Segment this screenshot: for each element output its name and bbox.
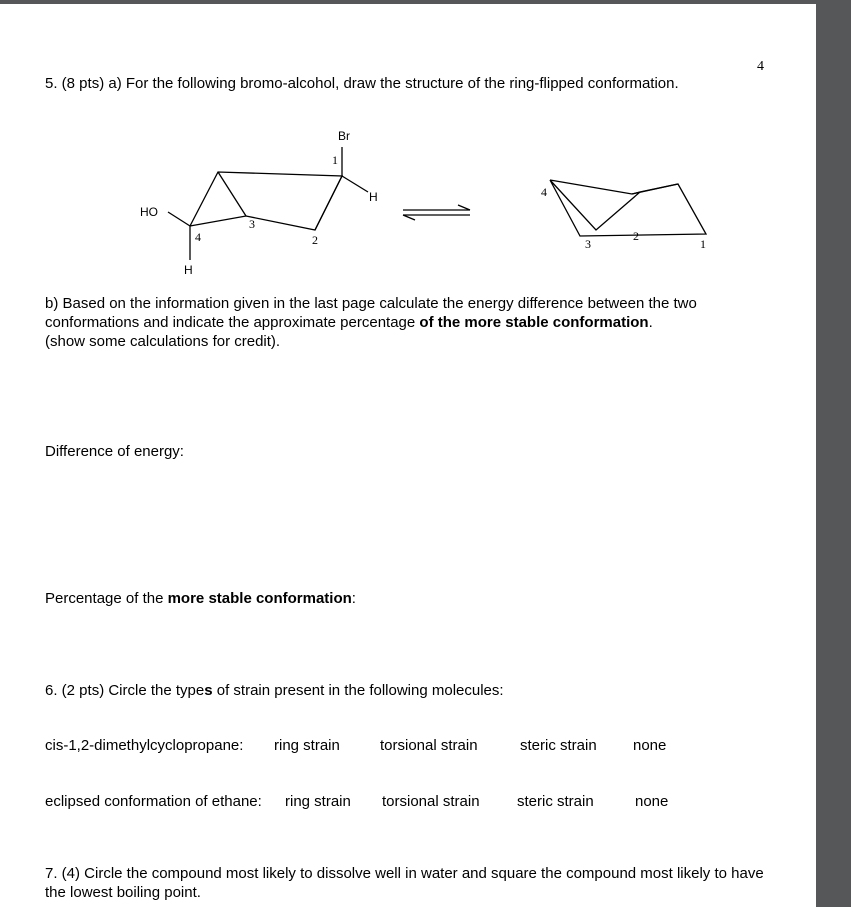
right-c1-label: 1 bbox=[700, 237, 706, 251]
left-c1-label: 1 bbox=[332, 153, 338, 167]
difference-of-energy-label: Difference of energy: bbox=[45, 443, 184, 460]
question-5b-line2-bold: of the more stable conformation bbox=[419, 314, 649, 331]
percentage-label bbox=[45, 589, 356, 608]
viewer-scrollbar-area[interactable] bbox=[816, 0, 851, 907]
question-5b-line2 bbox=[45, 313, 765, 332]
strain-row-label: eclipsed conformation of ethane: bbox=[45, 793, 262, 810]
question-7: 7. (4) Circle the compound most likely to dissolve well in water and square the compound most likely to have the lowest boiling point. bbox=[45, 865, 764, 901]
question-5b-line1: b) Based on the information given in the last page calculate the energy difference between the two bbox=[45, 295, 697, 312]
question-5b bbox=[45, 294, 765, 351]
right-c3-label: 3 bbox=[585, 237, 591, 251]
question-6-end: of strain present in the following molecules: bbox=[212, 682, 504, 699]
right-c2-label: 2 bbox=[633, 229, 639, 243]
left-h-right-label: H bbox=[369, 190, 378, 204]
right-c4-label: 4 bbox=[541, 185, 547, 199]
left-ho-label: HO bbox=[140, 205, 158, 219]
question-5a: 5. (8 pts) a) For the following bromo-alcohol, draw the structure of the ring-flipped conformation. bbox=[45, 75, 679, 92]
question-5b-line3: (show some calculations for credit). bbox=[45, 333, 281, 350]
strain-option-ring: ring strain bbox=[285, 793, 351, 810]
left-c3-label: 3 bbox=[249, 217, 255, 231]
strain-option-torsional: torsional strain bbox=[382, 793, 480, 810]
question-5b-line2-text: conformations and indicate the approximate percentage bbox=[45, 314, 420, 331]
left-c2-label: 2 bbox=[312, 233, 318, 247]
strain-option-none: none bbox=[633, 737, 667, 754]
strain-option-steric: steric strain bbox=[520, 737, 597, 754]
strain-option-none: none bbox=[635, 793, 669, 810]
strain-option-ring: ring strain bbox=[274, 737, 340, 754]
document-page bbox=[0, 4, 816, 907]
percentage-label-bold: more stable conformation bbox=[167, 590, 352, 607]
right-chair-ring bbox=[550, 180, 706, 236]
percentage-label-end: : bbox=[351, 590, 356, 607]
question-6-bold: s bbox=[204, 682, 213, 699]
left-h-bottom-label: H bbox=[184, 263, 193, 277]
strain-option-steric: steric strain bbox=[517, 793, 594, 810]
strain-row-label: cis-1,2-dimethylcyclopropane: bbox=[45, 737, 244, 754]
question-5b-line2-end: . bbox=[648, 314, 653, 331]
strain-option-torsional: torsional strain bbox=[380, 737, 478, 754]
question-6-text: 6. (2 pts) Circle the type bbox=[45, 682, 205, 699]
left-c4-label: 4 bbox=[195, 230, 201, 244]
question-6 bbox=[45, 681, 504, 700]
page-number: 4 bbox=[757, 59, 764, 74]
left-br-label: Br bbox=[338, 129, 350, 143]
percentage-label-text: Percentage of the bbox=[45, 590, 168, 607]
